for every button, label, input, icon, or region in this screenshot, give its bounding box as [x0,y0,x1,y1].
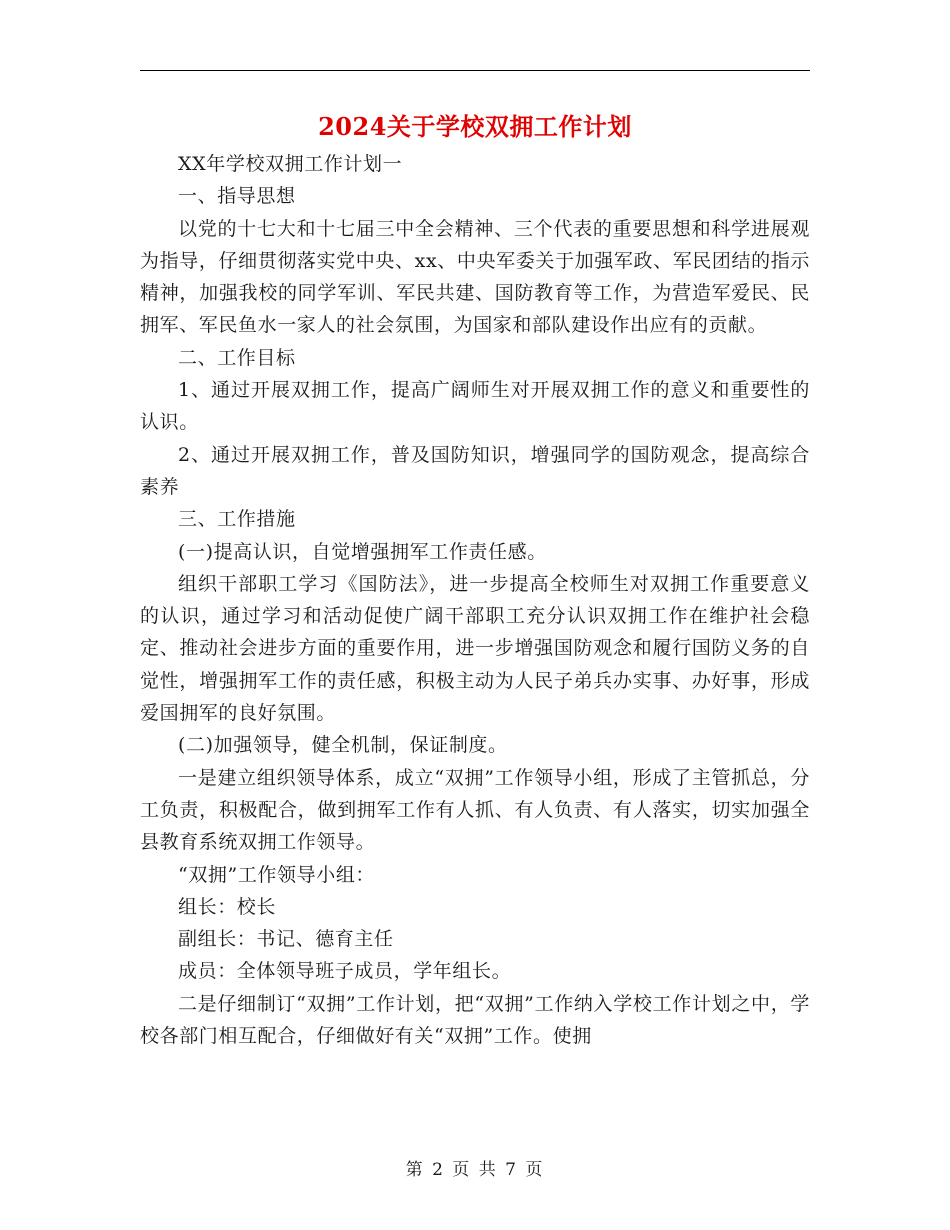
subheading-measure-1: (一)提高认识，自觉增强拥军工作责任感。 [178,540,547,563]
paragraph-leading-group-title: “双拥”工作领导小组： [178,863,376,886]
section-heading-guiding-thought: 一、指导思想 [178,185,296,208]
paragraph-heading-plan: XX年学校双拥工作计划一 [178,153,403,175]
paragraph-members: 成员：全体领导班子成员，学年组长。 [178,960,512,983]
paragraph-goal-1: 1、通过开展双拥工作，提高广阔师生对开展双拥工作的意义和重要性的认识。 [140,379,810,434]
section-heading-work-goals: 二、工作目标 [178,346,296,369]
document-title: 2024关于学校双拥工作计划 [318,112,632,141]
paragraph-work-plan: 二是仔细制订“双拥”工作计划，把“双拥”工作纳入学校工作计划之中，学校各部门相互配合，仔细做好有关“双拥”工作。使拥 [140,992,810,1048]
paragraph-measure-1: 组织干部职工学习《国防法》，进一步提高全校师生对双拥工作重要意义的认识，通过学习和活动促使广阔干部职工充分认识双拥工作在维护社会稳定、推动社会进步方面的重要作用，进一步增强国防观念和履行国防义务的自觉性，增强拥军工作的责任感，积极主动为人民子弟兵办实事、办好事，形成爱国拥军的良好氛围。 [140,572,810,725]
section-heading-work-measures: 三、工作措施 [178,508,296,531]
paragraph-deputy-leader: 副组长：书记、德育主任 [178,928,394,951]
subheading-measure-2: (二)加强领导，健全机制，保证制度。 [178,734,508,757]
document-body [140,148,810,1052]
paragraph-guiding-thought: 以党的十七大和十七届三中全会精神、三个代表的重要思想和科学进展观为指导，仔细贯彻落实党中央、xx、中央军委关于加强军政、军民团结的指示精神，加强我校的同学军训、军民共建、国防教育等工作，为营造军爱民、民拥军、军民鱼水一家人的社会氛围，为国家和部队建设作出应有的贡献。 [140,217,810,337]
paragraph-goal-2: 2、通过开展双拥工作，普及国防知识，增强同学的国防观念，提高综合素养 [140,443,810,498]
paragraph-group-leader: 组长：校长 [178,895,277,918]
page-number: 第 2 页 共 7 页 [405,1160,545,1180]
header-rule [140,70,810,71]
paragraph-leadership-system: 一是建立组织领导体系，成立“双拥”工作领导小组，形成了主管抓总，分工负责，积极配合，做到拥军工作有人抓、有人负责、有人落实，切实加强全县教育系统双拥工作领导。 [140,766,810,854]
